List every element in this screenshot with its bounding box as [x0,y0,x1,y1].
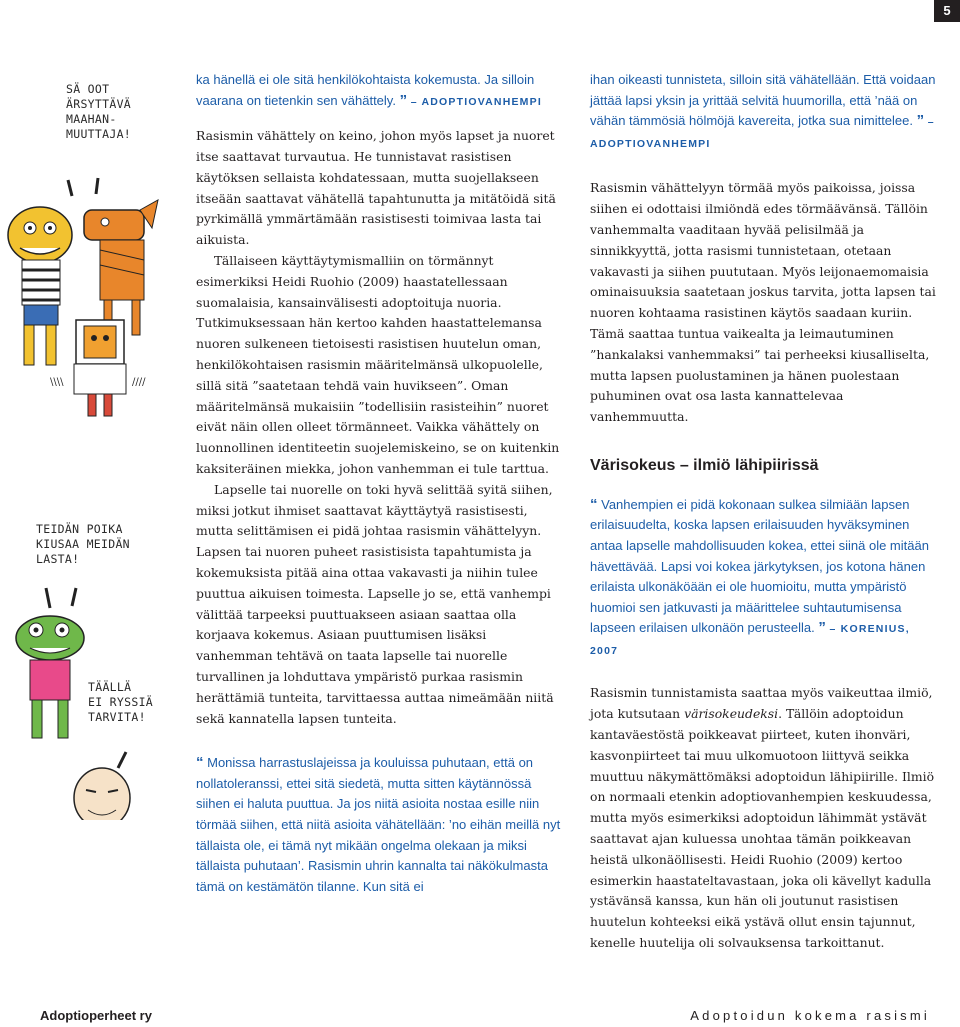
quote-mark-icon: ” [916,112,925,130]
text-column-1 [196,70,566,897]
quote-continuation: ka hänellä ei ole sitä henkilökohtaista kokemusta. Ja silloin vaarana on tietenkin sen vähättely. ” – ADOPTIOVANHEMPI [196,72,542,109]
illustration [0,60,190,820]
page-number: 5 [934,0,960,22]
speech-bubble-1: SÄ OOT ÄRSYTTÄVÄ MAAHAN- MUUTTAJA! [66,82,132,141]
bald-man-character-icon [74,768,130,820]
section-heading: Värisokeus – ilmiö lähipiirissä [590,456,819,474]
quote-mark-icon: ” [399,91,408,109]
paragraph: Lapselle tai nuorelle on toki hyvä selittää syitä siihen, miksi jotkut ihmiset saattavat käyttäytyä rasistisesti, mutta selittämisen ei pidä johtaa rasismin vähättelyyn. Lapsen tai nuoren puheet rasistisista tapahtumista ja kokemuksista pitää aina ottaa vakavasti ja niihin tulee puuttua aikuisen toimesta. Lapselle jo se, että vanhempi välittää tarpeeksi puuttuakseen asiaan saattaa olla korjaava kokemus. Asiaan puuttumisen lisäksi vanhemman tehtävä on taata lapselle tai nuorelle turvallinen ja lohduttava ympäristö purkaa rasismin herättämiä tunteita, tarvittaessa auttaa nimeämään niitä sekä kannatella lapsen tunteita. [196,481,554,726]
paragraph: Rasismin vähättelyyn törmää myös paikoissa, joissa siihen ei odottaisi ilmiöndä edes törmäävänsä. Tällöin vanhemmalta vaaditaan hyvää pelisilmää ja sinnikkyyttä, jotta rasismi tunnistetaan, otetaan vakavasti ja siihen puututaan. Myös leijonaemomaisia ominaisuuksia saatetaan joskus tarvita, jotta lapsen tai nuoren kohtaama rasistinen käytös saadaan kuriin. Tämä saattaa tuntua vaikealta ja leimautuminen ”hankalaksi vanhemmaksi” tai perheeksi kiusalliselta, mutta lapsen puolustaminen ja hänen puolestaan puhuminen ovat osa lasta kannattelevaa vanhemmuutta. [590,180,936,425]
pull-quote: “ Vanhempien ei pidä kokonaan sulkea silmiään lapsen erilaisuudelta, koska lapsen erilaisuuden hyväksyminen antaa lapselle mahdollisuuden kokea, ettei siinä ole mitään hävettävää. Lapsi voi kokea järkytyksen, jos kotona hänen erilaista ulkonäköään ei ole huomioitu, mutta ympäristö huomioi sen jatkuvasti ja määrittelee suhtautumisensa lapseen erilaisen ulkonäön perusteella. ” – KORENIUS, 2007 [590,495,929,657]
speech-bubble-3: TÄÄLLÄ EI RYSSIÄ TARVITA! [88,680,154,724]
paragraph: Rasismin vähättely on keino, johon myös lapset ja nuoret itse saattavat turvautua. He tunnistavat rasistisen käytöksen sellaista kohdatessaan, mutta suojellakseen itseään saattavat vähätellä tapahtunutta ja mitätöidä sitä pyrkimällä ymmärtämään rasistisesti toimivaa lasta tai aikuista. [196,128,556,248]
quote-attribution: – ADOPTIOVANHEMPI [590,116,935,150]
footer-title: Adoptoidun kokema rasismi [690,1008,930,1023]
quote-attribution: – KORENIUS, 2007 [590,623,910,657]
pull-quote: “ Monissa harrastuslajeissa ja kouluissa puhutaan, että on nollatoleranssi, ettei sitä siedetä, mutta sitten käytännössä siihen ei haluta puuttua. Ja jos niitä asioita nostaa esille niin törmää siihen, että niitä asioita vähätellään: ’no eihän meillä nyt tällaista ole, ei tämä nyt mikään ongelma olekaan ja miksi tällaista puhutaan’. Rasismin uhrin kannalta tai näkökulmasta tämä on kestämätön tilanne. Kun sitä ei [196,754,561,894]
quote-mark-icon: ” [818,619,826,637]
paragraph: Tällaiseen käyttäytymismalliin on törmännyt esimerkiksi Heidi Ruohio (2009) haastatellessaan suomalaisia, kansainvälisesti adoptoituja nuoria. Tutkimuksessaan hän kertoo kahden haastattelemansa nuoren sulkeneen tietoisesti rasistisen huutelun oman, henkilökohtaisen rasismin määritelmänsä ulkopuolelle, sillä sitä ”saatetaan tehdä vain huvikseen”. Oman määritelmänsä mukaisiin ”todellisiin rasisteihin” nuoret eivät näin ollen olleet törmänneet. Vaikka vähättely on luonnollinen identiteetin suojelemiskeino, se on kuitenkin kaksiteräinen miekka, johon vanhemman ei tule tarttua. [196,252,560,476]
quote-mark-icon: “ [590,495,598,513]
speech-bubble-2: TEIDÄN POIKA KIUSAA MEIDÄN LASTA! [36,522,130,566]
text-column-2 [590,70,940,954]
orange-dog-icon [84,200,158,335]
frog-character-icon [16,616,84,738]
quote-continuation: ihan oikeasti tunnisteta, silloin sitä vähätellään. Että voidaan jättää lapsi yksin ja yrittää selvitä huumorilla, että ’nää on vähän tämmösiä hölmöjä kavereita, jotka sua nimittelee. ” – ADOPTIOVANHEMPI [590,72,936,150]
yellow-dog-icon [8,207,72,365]
svg-text:////: //// [132,377,146,388]
footer-publisher: Adoptioperheet ry [40,1008,152,1023]
quote-attribution: – ADOPTIOVANHEMPI [410,95,542,108]
quote-mark-icon: “ [196,754,204,772]
svg-text:\\\\: \\\\ [50,377,64,388]
paragraph: Rasismin tunnistamista saattaa myös vaikeuttaa ilmiö, jota kutsutaan värisokeudeksi. Tällöin adoptoidun kantaväestöstä poikkeavat piirteet, kuten ihonväri, kasvonpiirteet tai muu ulkomuotoon liittyvä seikka muuttuu näkymättömäksi adoptoidun lähipiirille. Ilmiö on normaali etenkin adoptiovanhempien keskuudessa, mutta myös esimerkiksi adoptoidun lähimmät ystävät saattavat ajan kuluessa unohtaa tämän poikkeavan heistä ulkonäöllisesti. Heidi Ruohio (2009) kertoo esimerkin haastateltavastaan, joka oli kävellyt kadulla ystävänsä kanssa, kun hän oli joutunut rasistisen huutelun kohteeksi eikä ystävä ollut ensin tajunnut, kenelle huutelija oli solvauksensa tarkoittanut. [590,685,935,951]
